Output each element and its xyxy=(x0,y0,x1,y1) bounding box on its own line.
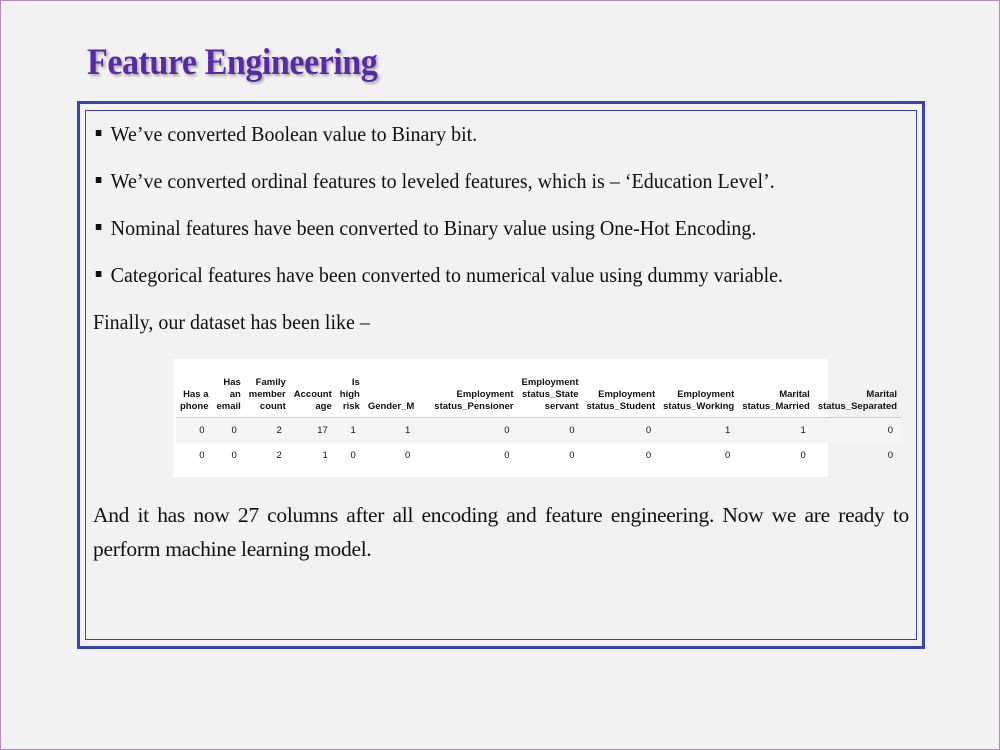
table-cell: 0 xyxy=(814,418,901,444)
finally-text: Finally, our dataset has been like – xyxy=(93,310,370,334)
column-header: Marital status_Married xyxy=(738,377,814,418)
column-header: Marital status_Separated xyxy=(814,377,901,418)
bullet-item: Categorical features have been converted to numerical value using dummy variable. xyxy=(93,263,851,310)
bullet-item: Nominal features have been converted to Binary value using One-Hot Encoding. xyxy=(93,216,851,263)
table-cell: 2 xyxy=(245,418,290,444)
table-cell: 1 xyxy=(364,418,418,444)
table-cell: 0 xyxy=(504,450,510,461)
table-cell: 1 xyxy=(322,450,328,461)
column-header: Employment status_Working xyxy=(659,377,738,418)
column-header: Is high risk xyxy=(336,377,364,418)
column-header: Gender_M xyxy=(364,377,418,418)
column-header: Has a phone xyxy=(176,377,213,418)
table-cell: 0 xyxy=(887,450,894,461)
column-header: Account age xyxy=(290,377,336,418)
table-row xyxy=(176,443,901,468)
slide-title: Feature Engineering xyxy=(87,42,378,83)
content-body xyxy=(93,122,908,334)
table-cell: 0 xyxy=(231,450,237,461)
table-header-row xyxy=(176,377,901,418)
table-cell: 1 xyxy=(738,418,814,444)
table-cell: 2 xyxy=(276,450,282,461)
column-header: Has an email xyxy=(213,377,245,418)
table-cell: 0 xyxy=(518,418,583,444)
table-cell: 0 xyxy=(418,418,517,444)
dataset-table-image xyxy=(173,359,898,477)
bullet-item: We’ve converted ordinal features to leveled features, which is – ‘Education Level’. xyxy=(93,169,851,216)
table-cell: 17 xyxy=(290,418,336,444)
table-cell: 0 xyxy=(583,418,660,444)
square-bullet-icon xyxy=(96,224,102,230)
dataset-table xyxy=(176,377,901,468)
table-cell: 0 xyxy=(213,418,245,444)
column-header: Family member count xyxy=(245,377,290,418)
table-cell: 0 xyxy=(569,450,575,461)
table-cell: 0 xyxy=(350,450,356,461)
table-cell: 1 xyxy=(659,418,738,444)
table-cell: 0 xyxy=(724,450,731,461)
bullet-item: We’ve converted Boolean value to Binary bit. xyxy=(93,122,851,169)
table-cell: 0 xyxy=(405,450,411,461)
column-header: Employment status_Pensioner xyxy=(418,377,517,418)
table-cell: 1 xyxy=(336,418,364,444)
bullet-list xyxy=(93,122,908,310)
column-header: Employment status_Student xyxy=(583,377,660,418)
table-cell: 0 xyxy=(176,418,213,444)
table-cell: 0 xyxy=(800,450,806,461)
square-bullet-icon xyxy=(96,177,102,183)
table-cell: 0 xyxy=(645,450,652,461)
table-row xyxy=(176,418,901,444)
table-cell: 0 xyxy=(199,450,205,461)
column-header: Employment status_State servant xyxy=(518,377,583,418)
closing-paragraph: And it has now 27 columns after all encoding and feature engineering. Now we are ready to perform machine learning model. xyxy=(93,503,909,561)
square-bullet-icon xyxy=(96,271,102,277)
square-bullet-icon xyxy=(96,130,102,136)
